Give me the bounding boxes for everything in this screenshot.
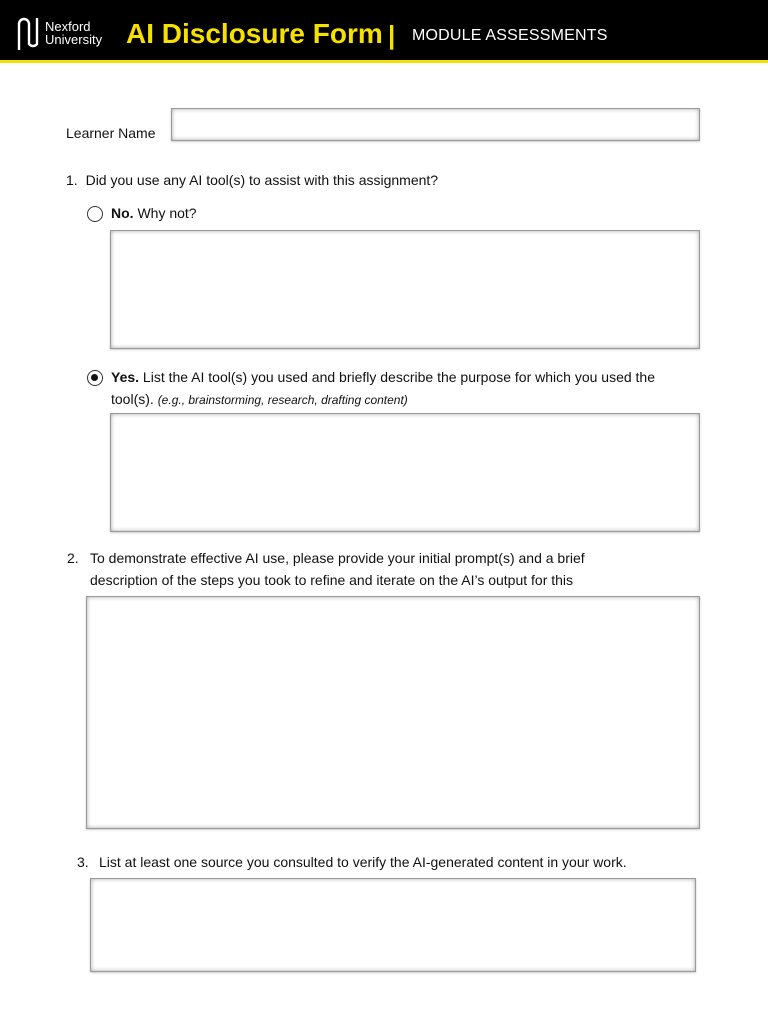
yes-option-text: List the AI tool(s) you used and briefly describe the purpose for which you used the (139, 369, 655, 385)
radio-selected-dot (91, 374, 98, 381)
no-option-bold: No. (111, 205, 134, 221)
yes-option-bold: Yes. (111, 369, 140, 385)
logo-line-2: University (45, 32, 103, 47)
title-separator: | (388, 20, 396, 50)
yes-option-label-line-2 (111, 389, 408, 411)
question-1-number: 1. (66, 172, 78, 188)
question-2-line-1: To demonstrate effective AI use, please provide your initial prompt(s) and a brief (90, 550, 585, 566)
form-header (0, 0, 768, 63)
form-subtitle: MODULE ASSESSMENTS (412, 27, 608, 44)
nexford-logo-icon (16, 16, 40, 52)
no-reason-textarea[interactable] (110, 230, 700, 349)
ai-tools-textarea[interactable] (110, 413, 700, 532)
question-1 (66, 170, 438, 191)
no-option-label (111, 203, 197, 224)
question-2-line-2: description of the steps you took to refine and iterate on the AI’s output for this (90, 572, 574, 588)
question-3-text: List at least one source you consulted to verify the AI-generated content in your work. (99, 854, 627, 870)
question-1-text: Did you use any AI tool(s) to assist with this assignment? (85, 172, 439, 188)
no-option-text: Why not? (133, 205, 197, 221)
prompts-textarea[interactable] (86, 596, 700, 829)
logo-line-1: Nexford (45, 19, 91, 34)
no-radio-button[interactable] (87, 206, 103, 222)
yes-radio-button[interactable] (87, 370, 103, 386)
learner-name-label: Learner Name (66, 125, 156, 141)
learner-name-input[interactable] (171, 108, 700, 141)
question-3-number: 3. (77, 854, 89, 870)
sources-textarea[interactable] (90, 878, 696, 972)
yes-option-label (111, 367, 655, 388)
logo-wordmark (45, 20, 102, 46)
form-title: AI Disclosure Form (126, 18, 383, 49)
yes-option-example: (e.g., brainstorming, research, drafting content) (157, 393, 408, 407)
question-2-number: 2. (67, 550, 79, 566)
yes-option-text-line-2: tool(s). (111, 391, 154, 407)
